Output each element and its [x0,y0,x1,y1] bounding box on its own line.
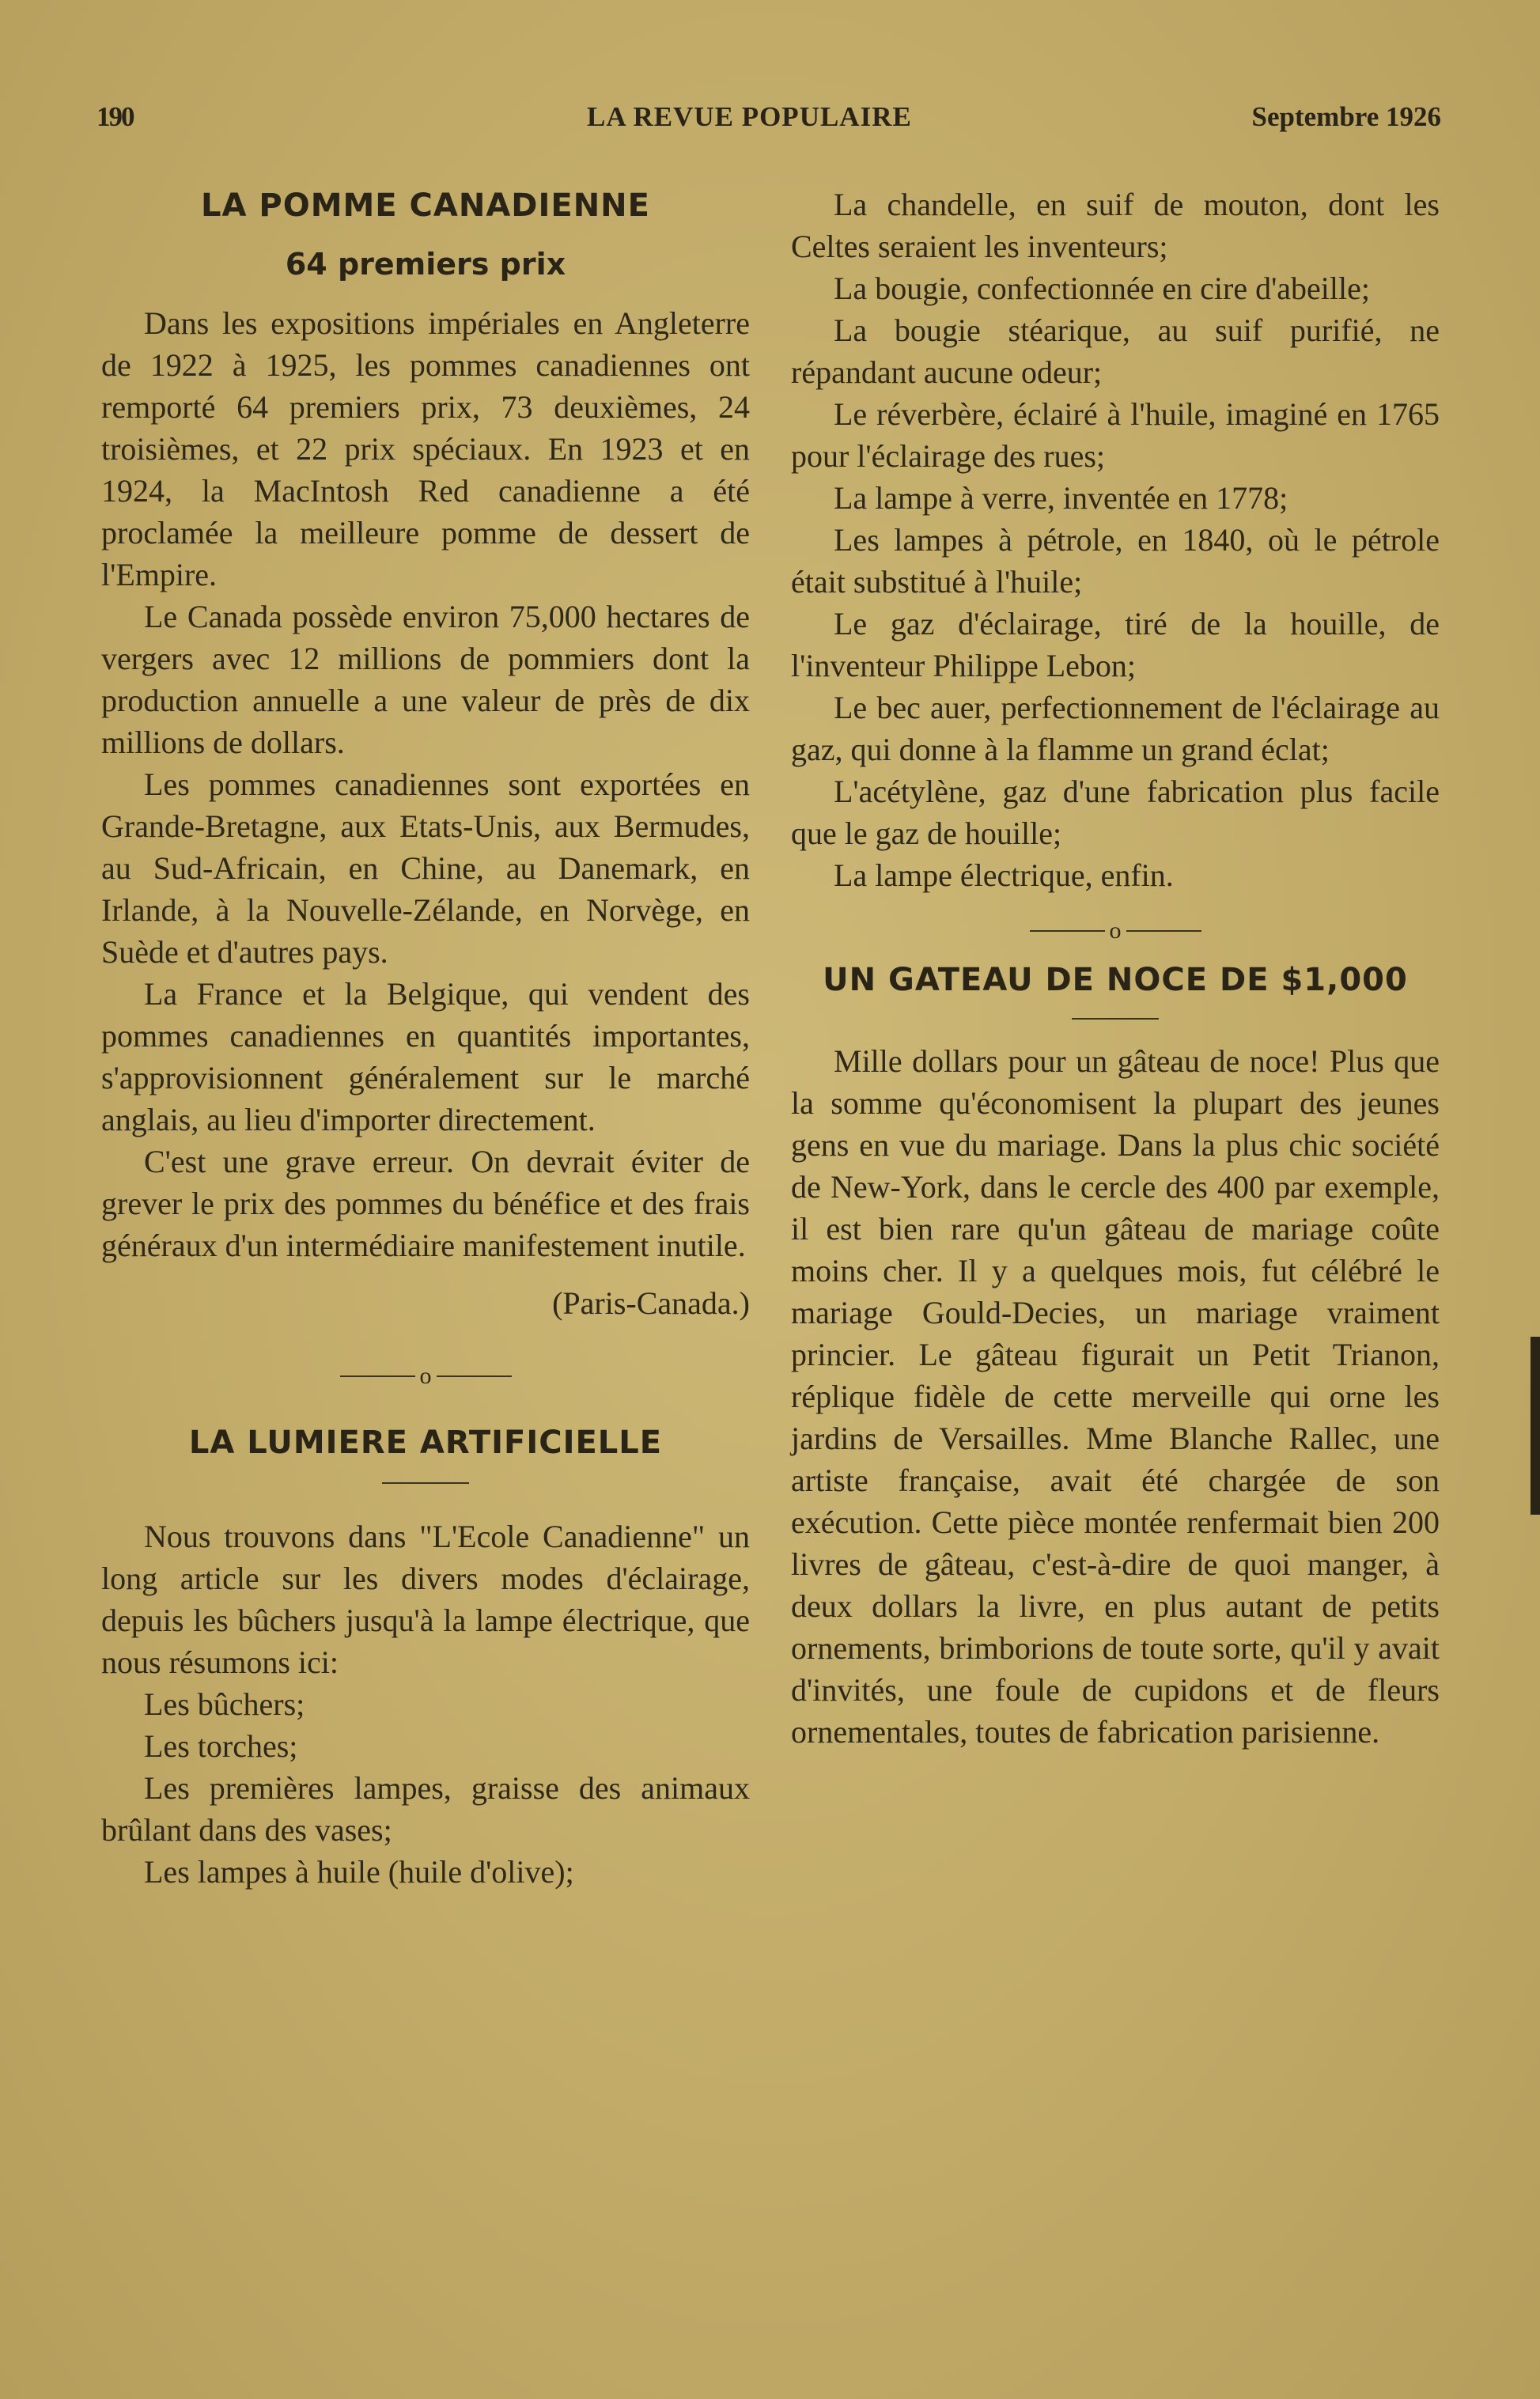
title-rule [382,1482,469,1484]
list-item: Les torches; [144,1728,298,1765]
article-lumiere-continued [791,184,1440,896]
list-item: La lampe à verre, inventée en 1778; [834,480,1288,516]
publication-title: LA REVUE POPULAIRE [587,101,912,132]
right-column [791,184,1440,1753]
separator-line [1030,930,1105,932]
section-separator [791,914,1440,947]
list-item: Les lampes à pétrole, en 1840, où le pétrole était substitué à l'huile; [791,522,1440,600]
separator-line [437,1375,512,1377]
list-item: Les bûchers; [144,1686,305,1723]
article-lumiere-artificielle [101,1421,750,1893]
paragraph: Le Canada possède environ 75,000 hectares de vergers avec 12 millions de pommiers dont la production annuelle a une valeur de près de dix millions de dollars. [101,599,750,760]
page-header [96,101,1441,149]
page-number: 190 [96,101,134,132]
paragraph: La France et la Belgique, qui vendent des pommes canadiennes en quantités importantes, s'approvisionnent généralement sur le marché anglais, au lieu d'importer directement. [101,976,750,1137]
section-separator [101,1359,750,1392]
article-title: LA LUMIERE ARTIFICIELLE [188,1425,663,1462]
list-item: Le réverbère, éclairé à l'huile, imaginé en 1765 pour l'éclairage des rues; [791,396,1440,474]
separator-glyph: o [1109,918,1122,944]
paragraph: Dans les expositions impériales en Angleterre de 1922 à 1925, les pommes canadiennes ont remporté 64 premiers prix, 73 deuxièmes, 24 troisièmes, et 22 prix spéciaux. En 1923 et en 1924, la MacIntosh Red canadienne a été proclamée la meilleure pomme de dessert de l'Empire. [101,305,750,592]
separator-line [340,1375,415,1377]
page-edge-mark [1531,1337,1540,1515]
article-source: (Paris-Canada.) [552,1285,750,1321]
list-item: La chandelle, en suif de mouton, dont les Celtes seraient les inventeurs; [791,187,1440,264]
article-title: UN GATEAU DE NOCE DE $1,000 [823,962,1408,999]
issue-date: Septembre 1926 [1251,101,1441,132]
list-item: Le gaz d'éclairage, tiré de la houille, de l'inventeur Philippe Lebon; [791,606,1440,683]
list-item: La lampe électrique, enfin. [834,857,1174,893]
left-column [101,184,750,1893]
list-item: Les lampes à huile (huile d'olive); [144,1854,574,1890]
list-item: Le bec auer, perfectionnement de l'éclairage au gaz, qui donne à la flamme un grand éclat; [791,690,1440,767]
separator-line [1126,930,1201,932]
list-item: L'acétylène, gaz d'une fabrication plus facile que le gaz de houille; [791,774,1440,851]
paragraph: C'est une grave erreur. On devrait éviter de grever le prix des pommes du bénéfice et des frais généraux d'un intermédiaire manifestement inutile. [101,1144,750,1263]
paragraph: Les pommes canadiennes sont exportées en Grande-Bretagne, aux Etats-Unis, aux Bermudes, au Sud-Africain, en Chine, au Danemark, en Irlande, à la Nouvelle-Zélande, en Norvège, en Suède et d'autres pays. [101,766,750,970]
article-gateau-de-noce [791,958,1440,1753]
separator-glyph: o [419,1363,432,1390]
title-rule [1072,1018,1159,1020]
article-title: LA POMME CANADIENNE [201,187,650,224]
list-item: Les premières lampes, graisse des animaux brûlant dans des vases; [101,1770,750,1848]
article-subtitle: 64 premiers prix [285,247,566,282]
paragraph: Mille dollars pour un gâteau de noce! Plus que la somme qu'économisent la plupart des jeunes gens en vue du mariage. Dans la plus chic société de New-York, dans le cercle des 400 par exemple, il est bien rare qu'un gâteau de mariage coûte moins cher. Il y a quelques mois, fut célébré le mariage Gould-Decies, un mariage vraiment princier. Le gâteau figurait un Petit Trianon, réplique fidèle de cette merveille qui orne les jardins de Versailles. Mme Blanche Rallec, une artiste française, avait été chargée de son exécution. Cette pièce montée renfermait bien 200 livres de gâteau, c'est-à-dire de quoi manger, à deux dollars la livre, en plus autant de petits ornements, brimborions de toute sorte, qu'il y avait d'invités, une foule de cupidons et de fleurs ornementales, toutes de fabrication parisienne. [791,1043,1440,1750]
article-pomme-canadienne [101,184,750,1324]
list-item: La bougie stéarique, au suif purifié, ne répandant aucune odeur; [791,312,1440,390]
paragraph: Nous trouvons dans "L'Ecole Canadienne" un long article sur les divers modes d'éclairage, depuis les bûchers jusqu'à la lampe électrique, que nous résumons ici: [101,1519,750,1681]
list-item: La bougie, confectionnée en cire d'abeille; [834,271,1370,306]
